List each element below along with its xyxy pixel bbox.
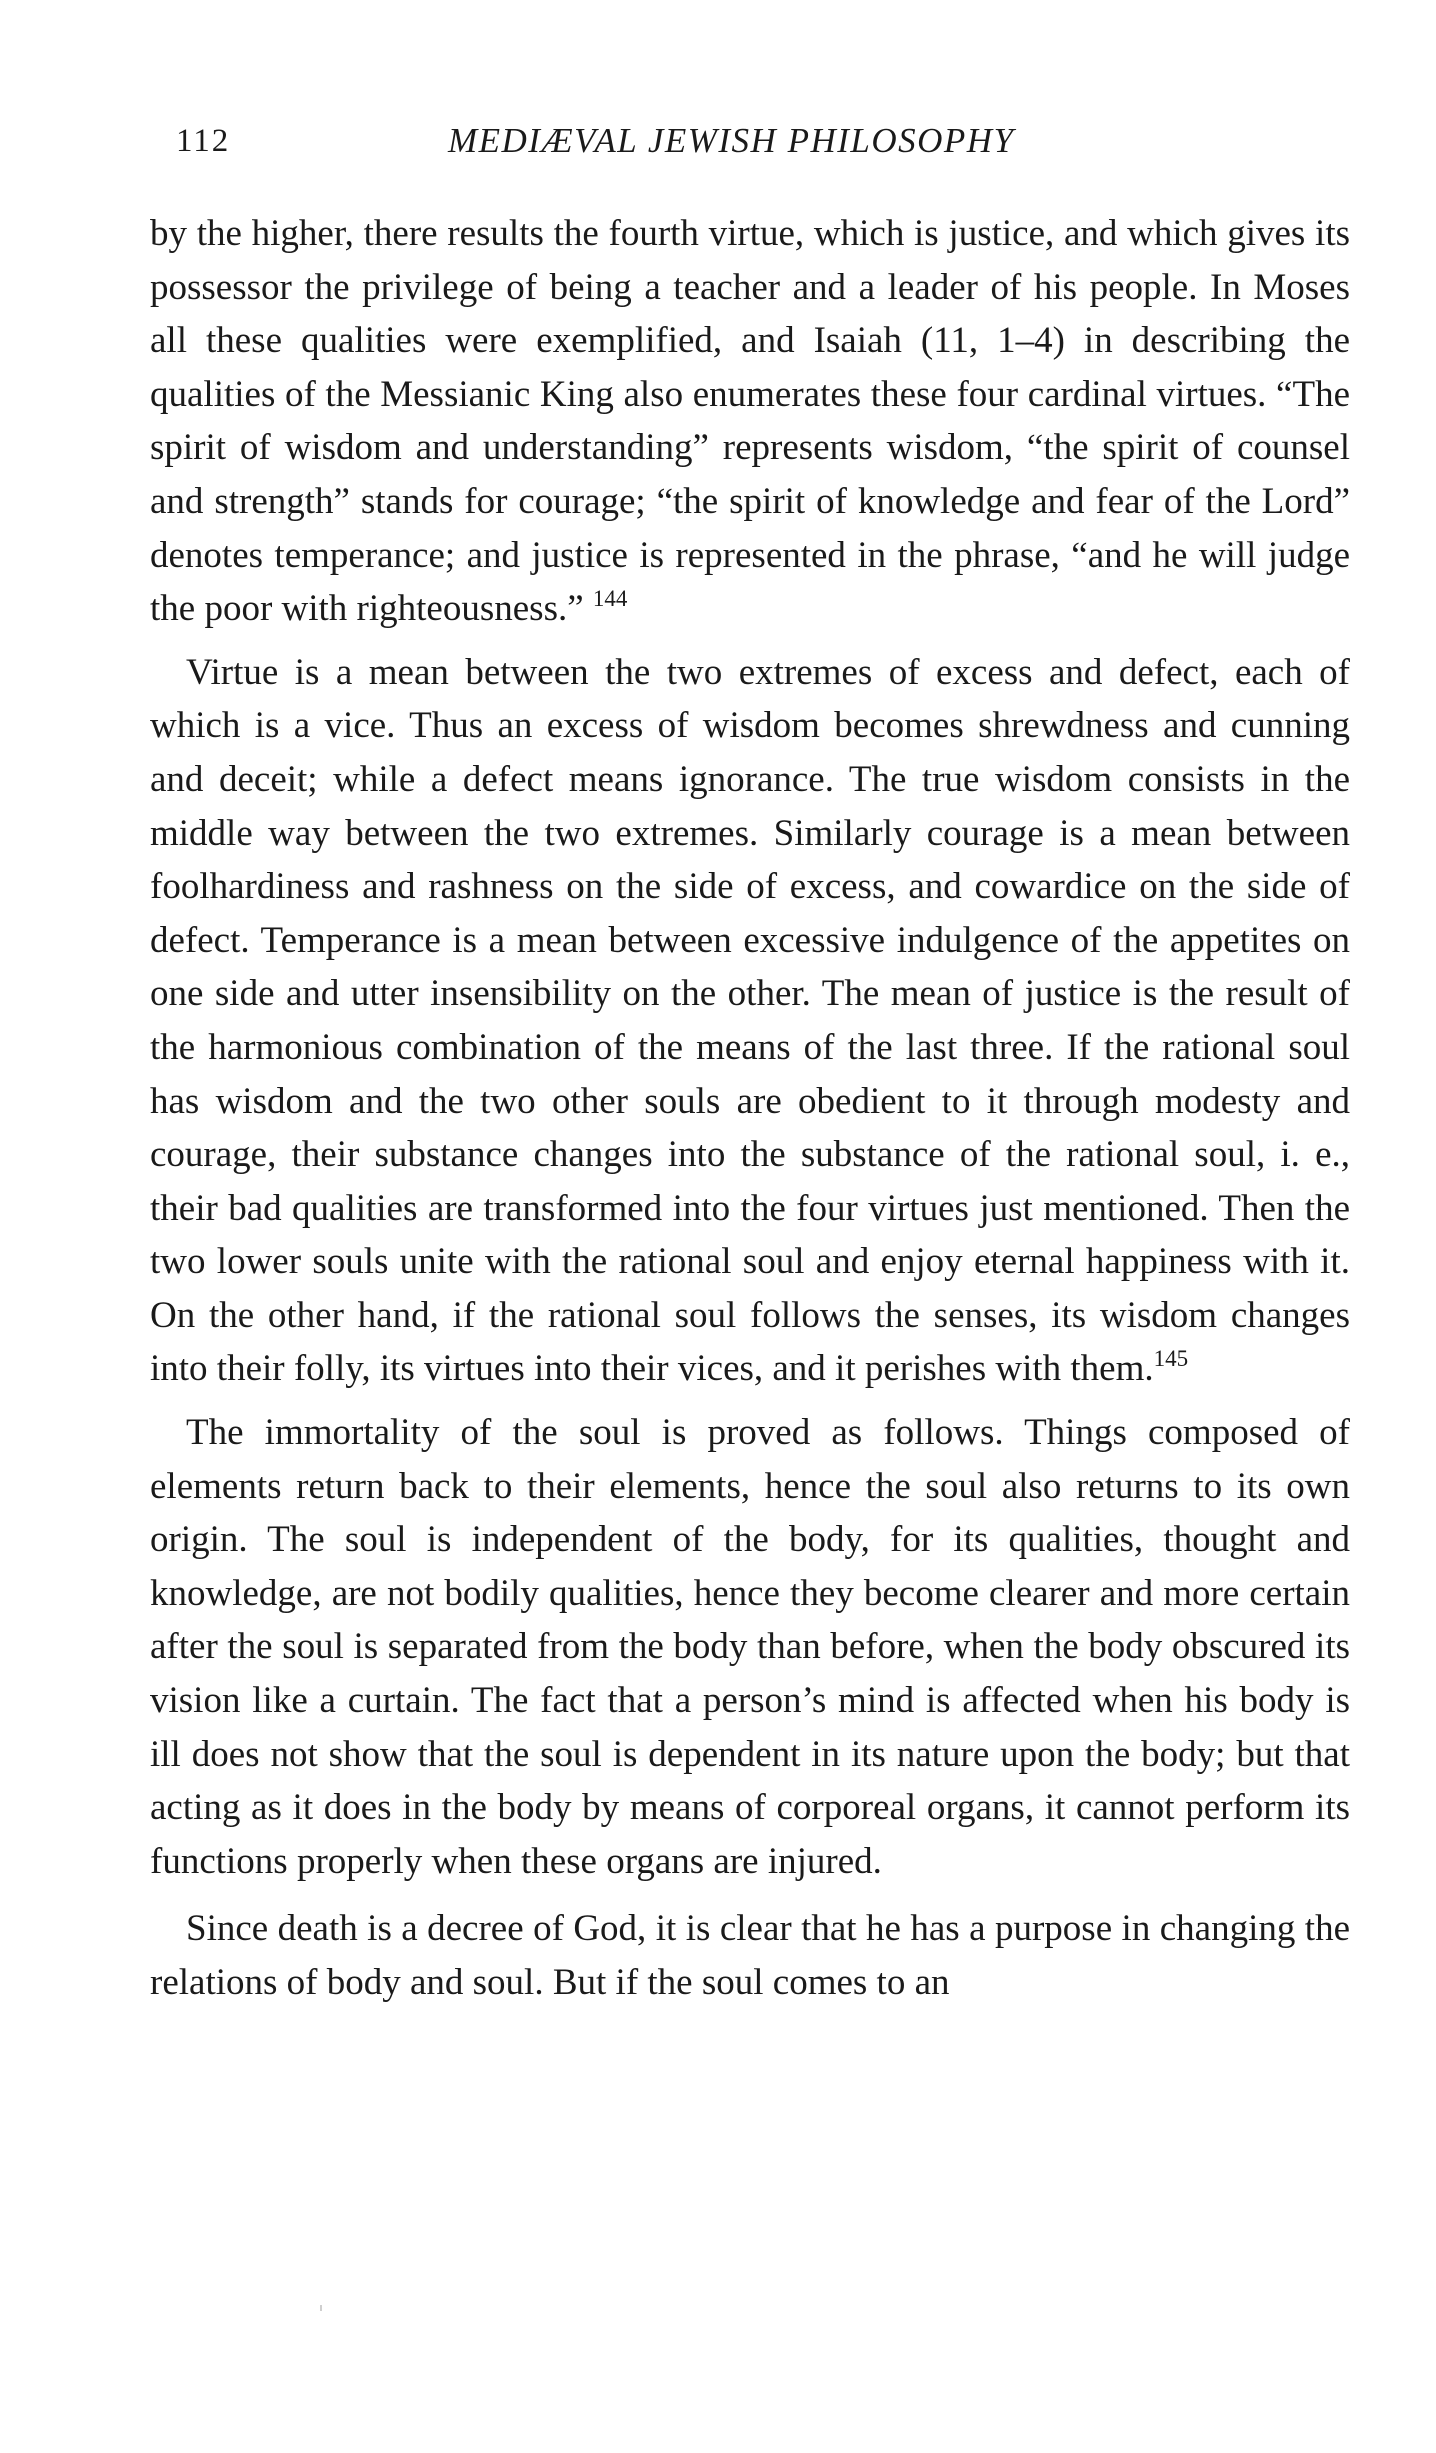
- running-title: MEDIÆVAL JEWISH PHILOSOPHY: [448, 121, 1015, 160]
- paragraph-text: The immortality of the soul is proved as follows. Things composed of elements return back to their elements, hence the soul also returns to its own origin. The soul is independent of the body, for its qualities, thought and knowledge, are not bodily qualities, hence they become clearer and more certain after the soul is separated from the body than before, when the body obscured its vision like a curtain. The fact that a person’s mind is affected when his body is ill does not show that the soul is dependent in its nature upon the body; but that acting as it does in the body by means of corporeal organs, it cannot perform its functions properly when these organs are injured.: [150, 1412, 1350, 1882]
- footnote-reference: 145: [1153, 1346, 1189, 1372]
- page-number: 112: [176, 123, 231, 159]
- paragraph-immortality: [150, 1406, 1350, 1888]
- scan-speck: [320, 2305, 322, 2311]
- paragraph-continued-virtues: [150, 207, 1350, 636]
- paragraph-virtue-mean: [150, 646, 1350, 1396]
- paragraph-text: Since death is a decree of God, it is clear that he has a purpose in changing the relations of body and soul. But if the soul comes to an: [150, 1908, 1350, 2003]
- paragraph-text: Virtue is a mean between the two extremes of excess and defect, each of which is a vice. Thus an excess of wisdom becomes shrewdness and cunning and deceit; while a defect means ignorance. The true wisdom consists in the middle way between the two extremes. Similarly courage is a mean between foolhardiness and rashness on the side of excess, and cowardice on the side of defect. Temperance is a mean between excessive indulgence of the appetites on one side and utter insensibility on the other. The mean of justice is the result of the harmonious combination of the means of the last three. If the rational soul has wisdom and the two other souls are obedient to it through modesty and courage, their substance changes into the substance of the rational soul, i. e., their bad qualities are transformed into the four virtues just mentioned. Then the two lower souls unite with the rational soul and enjoy eternal happiness with it. On the other hand, if the rational soul follows the senses, its wisdom changes into their folly, its virtues into their vices, and it perishes with them.: [150, 651, 1350, 1390]
- body-text: [150, 207, 1350, 2010]
- page-header: [150, 116, 1350, 166]
- footnote-reference: 144: [592, 586, 628, 612]
- paragraph-death-decree: [150, 1902, 1350, 2009]
- paragraph-text: by the higher, there results the fourth virtue, which is justice, and which gives its possessor the privilege of being a teacher and a leader of his people. In Moses all these qualities were exemplified, and Isaiah (11, 1–4) in describing the qualities of the Messianic King also enumerates these four cardinal virtues. “The spirit of wisdom and understanding” represents wisdom, “the spirit of counsel and strength” stands for courage; “the spirit of knowledge and fear of the Lord” denotes temperance; and justice is represented in the phrase, “and he will judge the poor with righteousness.”: [150, 213, 1350, 630]
